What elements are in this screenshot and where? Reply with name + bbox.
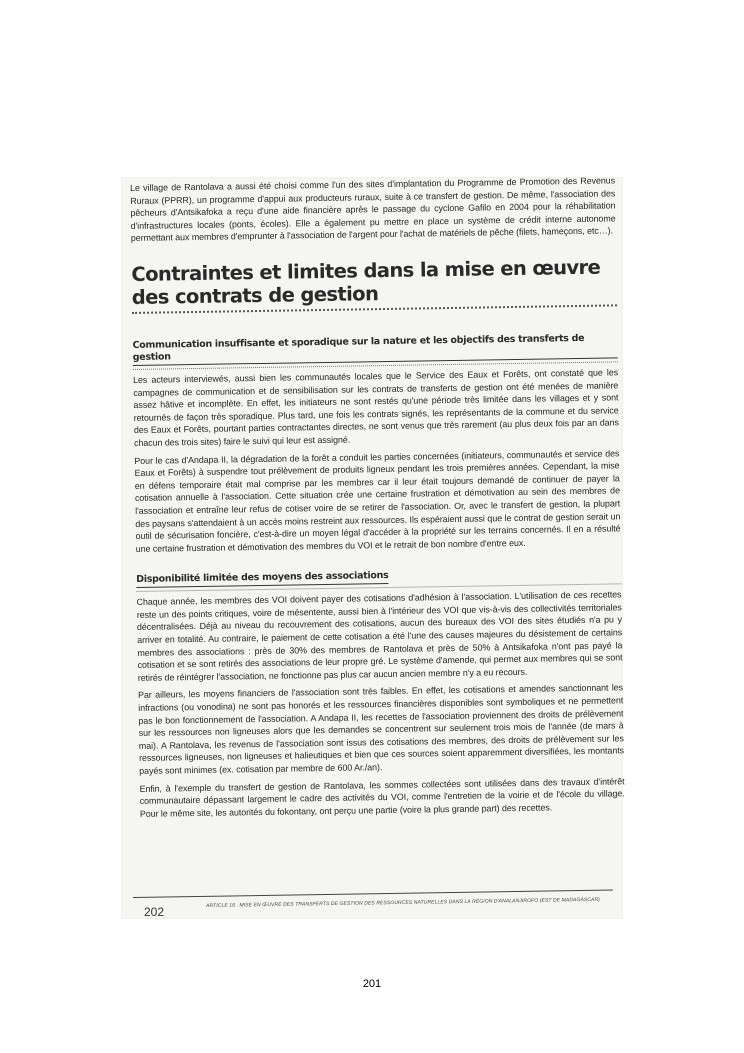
body-paragraph: Enfin, à l'exemple du transfert de gestion de Rantolava, les sommes collectées sont utilisées dans des travaux d'intérêt communautaire dépassant largement le cadre des activités du VOI, comme l'entretien de la voirie et de l'école du village. Pour le même site, les autorités du fokontany, ont perçu une partie (voire la plus grande part) des recettes.	[139, 775, 625, 819]
body-paragraph: Les acteurs interviewés, aussi bien les communautés locales que le Service des Eaux et Forêts, ont constaté que les campagnes de communication et de sensibilisation sur les contrats de transferts de gestion ont été menées de manière assez hâtive et incomplète. En effet, les initiateurs ne sont restés qu'une période très limitée dans les villages et y sont retournés de façon très sporadique. Plus tard, une fois les contrats signés, les représentants de la commune et du service des Eaux et Forêts, pourtant parties contractantes directes, ne sont venus que très rarement (au plus deux fois par an dans chacun des trois sites) faire le suivi qui leur est assigné.	[133, 367, 619, 448]
section-disponibilite	[136, 553, 625, 821]
scan-page-number: 202	[144, 905, 165, 919]
scan-footer-article-title: ARTICLE 18 : MISE EN ŒUVRE DES TRANSFERTS DE GESTION DES RESSOURCES NATURELLES DANS LA RÉGION D'ANALANJIROFO (EST DE MADAGASCAR)	[206, 896, 600, 909]
section-communication	[132, 318, 621, 555]
page-number: 201	[362, 978, 382, 990]
body-paragraph: Chaque année, les membres des VOI doivent payer des cotisations d'adhésion à l'association. L'utilisation de ces recettes reste un des points critiques, voire de mésentente, aussi bien à l'intérieur des VOI que vis-à-vis des collectivités territoriales décentralisées. Déjà au niveau du recouvrement des cotisations, aucun des bureaux des VOI des sites étudiés n'a pu y arriver en totalité. Au contraire, le paiement de cette cotisation a été l'une des causes majeures du désistement de certains membres des associations : près de 30% des membres de Rantolava et près de 50% à Antsikafoka n'ont pas payé la cotisation et se sont retirés des associations de leur propre gré. Le système d'amende, qui permet aux membres qui se sont retirés de réintégrer l'association, ne fonctionne pas plus car aucun ancien membre n'y a eu recours.	[136, 589, 623, 683]
body-paragraph: Par ailleurs, les moyens financiers de l'association sont très faibles. En effet, les cotisations et amendes sanctionnant les infractions (ou vonodina) ne sont pas honorés et les ressources financières disponibles sont symboliques et ne permettent pas le bon fonctionnement de l'association. A Andapa II, les recettes de l'association proviennent des droits de prélèvement sur les ressources non ligneuses alors que les demandes se concentrent sur seulement trois mois de l'année (de mars à mai). A Rantolava, les revenus de l'association sont issus des cotisations des membres, des droits de prélèvement sur les ressources ligneuses, non ligneuses et halieutiques et bien que ces sources soient apparemment diversifiées, les montants payés sont minimes (ex. cotisation par membre de 600 Ar./an).	[137, 682, 625, 776]
main-title: Contraintes et limites dans la mise en œuvre des contrats de gestion	[131, 255, 601, 309]
scanned-page-content	[130, 174, 625, 825]
body-paragraph: Pour le cas d'Andapa II, la dégradation de la forêt a conduit les parties concernées (initiateurs, communautés et service des Eaux et Forêts) à suspendre tout prélèvement de produits ligneux pendant les trois premières années. Cependant, la mise en défens temporaire était mal comprise par les membres car il leur était toujours demandé de continuer de payer la cotisation annuelle à l'association. Cette situation crée une certaine frustration et démotivation au sein des membres de l'association et entraîne leur refus de cotiser voire de se retirer de l'association. Or, avec le transfert de gestion, la plupart des paysans s'attendaient à un accès moins restreint aux ressources. Ils espéraient aussi que le contrat de gestion serait un outil de sécurisation foncière, c'est-à-dire un moyen légal d'accéder à la propriété sur les terrains concernés. Il en a résulté une certaine frustration et démotivation des membres du VOI et le retrait de bon nombre d'entre eux.	[134, 447, 621, 554]
section-title-disponibilite: Disponibilité limitée des moyens des associations	[136, 570, 388, 588]
section-title-communication: Communication insuffisante et sporadique sur la nature et les objectifs des transferts de gestion	[132, 332, 617, 366]
intro-paragraph: Le village de Rantolava a aussi été choisi comme l'un des sites d'implantation du Programme de Promotion des Revenus Ruraux (PPRR), un programme d'appui aux producteurs ruraux, suite à ce transfert de gestion. De même, l'association des pêcheurs d'Antsikafoka a reçu d'une aide financière après le passage du cyclone Gafilo en 2004 pour la réhabilitation d'infrastructures locales (ponts, écoles). Elle a également pu mettre en place un système de crédit interne autonome permettant aux membres d'emprunter à l'association de l'argent pour l'achat de matériels de pêche (filets, hameçons, etc…).	[130, 175, 616, 244]
